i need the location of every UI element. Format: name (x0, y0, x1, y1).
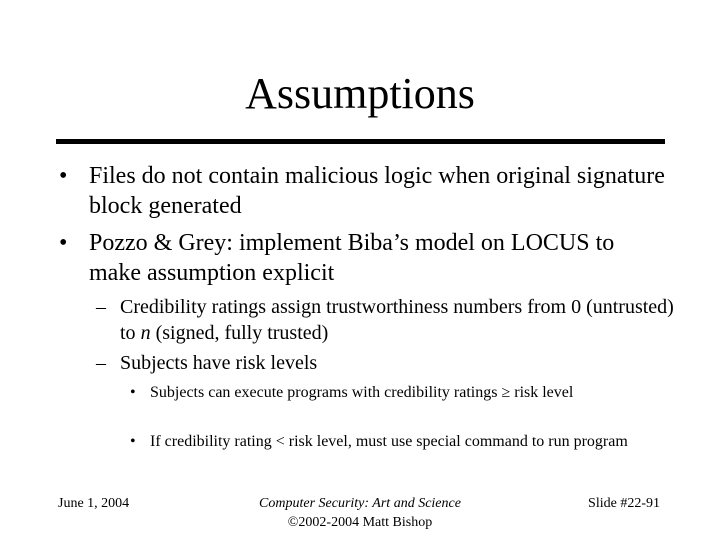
sub-sub-bullet-marker: • (130, 384, 136, 401)
sub-bullet-item (96, 350, 676, 376)
sub-bullet-text (120, 294, 676, 346)
sub-sub-bullet-item (130, 432, 660, 452)
sub-bullet-marker: – (96, 296, 106, 318)
title-divider (56, 139, 665, 144)
bullet-marker: • (59, 163, 68, 189)
sub-bullet-marker: – (96, 352, 106, 374)
footer-credits (210, 494, 510, 532)
footer-book-title: Computer Security: Art and Science (259, 496, 461, 511)
slide-title: Assumptions (245, 69, 475, 118)
bullet-item (59, 161, 669, 221)
footer-copyright: ©2002-2004 Matt Bishop (287, 515, 433, 530)
sub-sub-bullet-item (130, 383, 660, 403)
sub-sub-bullet-text (150, 383, 660, 403)
sub-bullet-item (96, 294, 676, 346)
credibility-text-end: (signed, fully trusted) (150, 322, 329, 344)
bullet-text: Files do not contain malicious logic when original signature block generated (89, 163, 665, 219)
variable-n: n (140, 322, 151, 344)
sub-sub-bullet-marker: • (130, 433, 136, 450)
execute-text-start: Subjects can execute programs with credibility ratings (150, 384, 502, 401)
sub-sub-bullet-text: If credibility rating < risk level, must use special command to run program (150, 433, 628, 450)
credibility-text-start: Credibility ratings assign trustworthiness numbers from 0 (untrusted) to (120, 296, 674, 344)
bullet-item (59, 228, 669, 288)
footer-date: June 1, 2004 (58, 496, 130, 511)
bullet-marker: • (59, 230, 68, 256)
greater-equal-symbol: ≥ (501, 384, 511, 401)
sub-bullet-text: Subjects have risk levels (120, 352, 318, 374)
footer-slide-number: Slide #22-91 (588, 496, 660, 511)
execute-text-end: risk level (510, 384, 574, 401)
bullet-text: Pozzo & Grey: implement Biba’s model on LOCUS to make assumption explicit (89, 230, 615, 286)
